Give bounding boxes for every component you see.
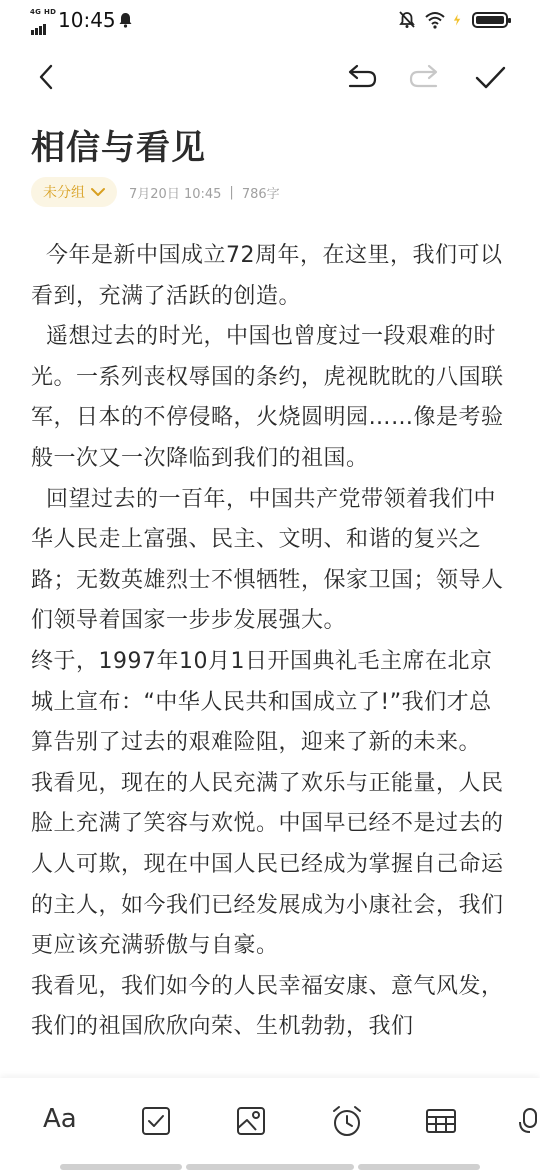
status-time: 10:45 [58, 8, 116, 32]
battery-icon [472, 10, 512, 30]
wifi-icon [424, 10, 446, 30]
notification-icon [118, 12, 133, 28]
note-meta [31, 177, 280, 207]
editor-toolbar [0, 50, 540, 106]
note-date: 7月20日 10:45 [129, 186, 222, 202]
paragraph: 今年是新中国成立72周年，在这里，我们可以看到，充满了活跃的创造。 [31, 243, 503, 309]
redo-icon[interactable] [408, 62, 444, 94]
alarm-icon[interactable] [330, 1104, 364, 1138]
group-selector[interactable] [31, 177, 117, 207]
status-bar [0, 0, 540, 42]
group-label: 未分组 [43, 185, 85, 201]
gesture-bar-segment [60, 1164, 182, 1170]
microphone-icon[interactable] [518, 1104, 540, 1138]
paragraph: 我看见，我们如今的人民幸福安康、意气风发，我们的祖国欣欣向荣、生机勃勃，我们 [31, 973, 504, 1040]
note-body[interactable] [31, 236, 513, 1078]
paragraph: 回望过去的一百年，中国共产党带领着我们中华人民走上富强、民主、文明、和谐的复兴之路；无数英雄烈士不惧牺牲，保家卫国；领导人们领导着国家一步步发展强大。 [31, 486, 504, 634]
paragraph: 终于，1997年10月1日开国典礼毛主席在北京城上宣布：“中华人民共和国成立了!”我们才总算告别了过去的艰难险阻，迎来了新的未来。 [31, 648, 493, 756]
network-type: 4G HD [30, 8, 57, 16]
gesture-bar-segment [358, 1164, 480, 1170]
format-toolbar [0, 1078, 540, 1170]
checkmark-done-icon[interactable] [472, 62, 508, 94]
word-count: 786字 [241, 186, 280, 202]
paragraph: 遥想过去的时光，中国也曾度过一段艰难的时光。一系列丧权辱国的条约，虎视眈眈的八国联军，日本的不停侵略，火烧圆明园……像是考验般一次又一次降临到我们的祖国。 [31, 324, 504, 471]
mute-bell-icon [396, 10, 418, 30]
chevron-down-icon [91, 187, 105, 197]
signal-icon [31, 16, 47, 35]
checklist-icon[interactable] [139, 1104, 173, 1138]
paragraph: 我看见，现在的人民充满了欢乐与正能量，人民脸上充满了笑容与欢悦。中国早已经不是过去的人人可欺，现在中国人民已经成为掌握自己命运的主人，如今我们已经发展成为小康社会，我们更应该充满骄傲与自豪。 [31, 770, 504, 959]
charging-icon [452, 10, 466, 30]
note-title[interactable]: 相信与看见 [31, 128, 206, 168]
gesture-bar-segment [186, 1164, 354, 1170]
undo-icon[interactable] [342, 62, 378, 94]
back-arrow-icon[interactable] [32, 62, 62, 92]
text-format-button[interactable]: Aa [43, 1104, 77, 1134]
table-icon[interactable] [424, 1104, 458, 1138]
image-icon[interactable] [234, 1104, 268, 1138]
meta-separator: | [229, 184, 234, 200]
